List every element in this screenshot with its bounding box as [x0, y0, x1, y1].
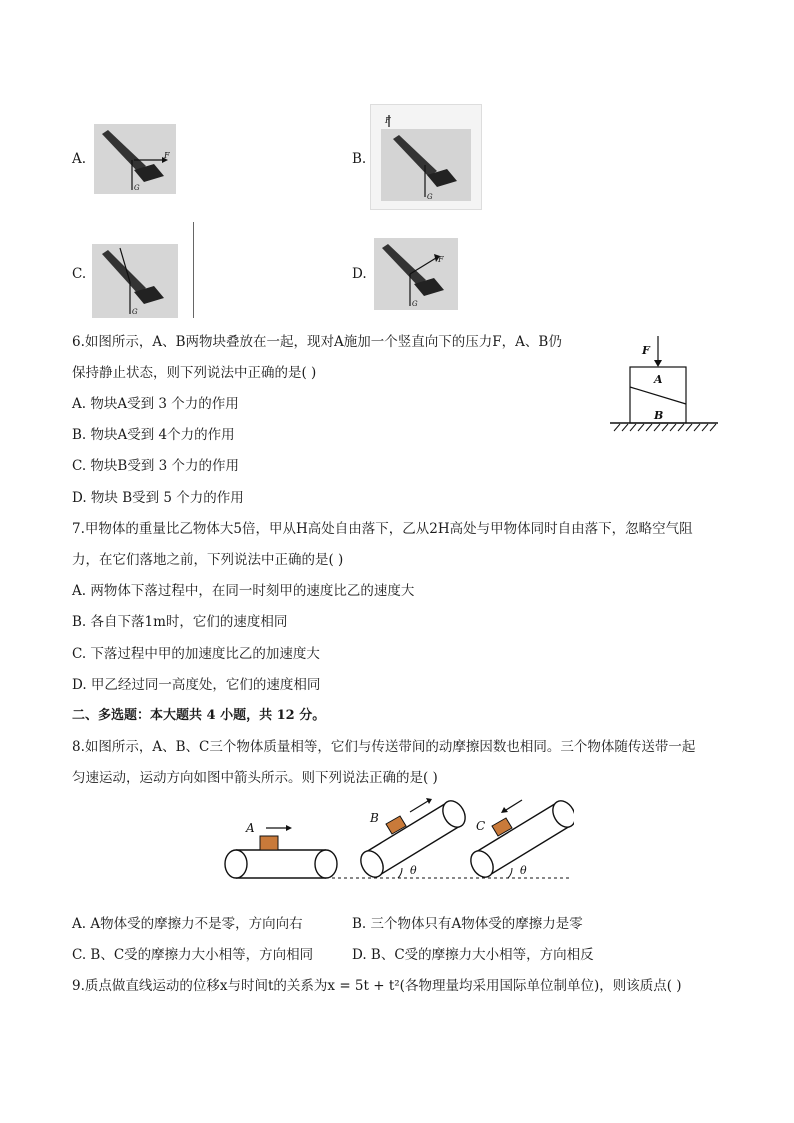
- q7-option-c: C. 下落过程中甲的加速度比乙的加速度大: [72, 646, 320, 662]
- q8-conveyor-diagram: [222, 796, 574, 888]
- q5-option-c-image: [92, 244, 178, 318]
- conveyor-incline-b: [356, 797, 469, 881]
- conveyor-horizontal: [225, 821, 337, 878]
- q7-option-a: A. 两物体下落过程中，在同一时刻甲的速度比乙的速度大: [72, 583, 415, 599]
- q8-fig-label-b: B: [370, 811, 379, 825]
- q5-option-a-label: A.: [72, 151, 87, 167]
- q8-stem-line1: 8.如图所示，A、B、C三个物体质量相等，它们与传送带间的动摩擦因数也相同。三个物体随传送带一起: [72, 739, 696, 755]
- q5-b-force-g: G: [427, 193, 433, 201]
- q5-d-force-f: F: [438, 255, 444, 264]
- q6-fig-force-f: F: [642, 344, 650, 357]
- section-heading-multiple-choice: 二、多选题：本大题共 4 小题，共 12 分。: [72, 708, 326, 723]
- q6-fig-block-a: A: [654, 373, 663, 386]
- q8-option-d: D. B、C受的摩擦力大小相等，方向相反: [352, 947, 594, 963]
- q8-fig-label-c: C: [476, 819, 486, 833]
- q5-option-c-label: C.: [72, 266, 87, 282]
- q5-d-force-g: G: [412, 300, 418, 308]
- q8-fig-label-a: A: [246, 821, 255, 835]
- q7-stem-line2: 力，在它们落地之前，下列说法中正确的是( ): [72, 552, 344, 568]
- q6-option-d: D. 物块 B受到 5 个力的作用: [72, 490, 244, 506]
- image-border-line: [193, 222, 194, 318]
- q5-option-a-image: [94, 124, 176, 194]
- q5-option-d-label: D.: [352, 266, 367, 282]
- q7-option-b: B. 各自下落1m时，它们的速度相同: [72, 614, 288, 630]
- q6-option-a: A. 物块A受到 3 个力的作用: [72, 396, 239, 412]
- q5-a-force-f: F: [164, 151, 170, 160]
- q7-option-d: D. 甲乙经过同一高度处，它们的速度相同: [72, 677, 321, 693]
- q8-option-b: B. 三个物体只有A物体受的摩擦力是零: [352, 916, 583, 932]
- q6-stem-line2: 保持静止状态，则下列说法中正确的是( ): [72, 365, 317, 381]
- q8-option-a: A. A物体受的摩擦力不是零，方向向右: [72, 916, 303, 932]
- q8-option-c: C. B、C受的摩擦力大小相等，方向相同: [72, 947, 314, 963]
- q5-b-force-f: F: [385, 116, 391, 125]
- q6-fig-block-b: B: [654, 409, 664, 422]
- conveyor-incline-c: [466, 797, 574, 881]
- q6-option-c: C. 物块B受到 3 个力的作用: [72, 458, 240, 474]
- q7-stem-line1: 7.甲物体的重量比乙物体大5倍，甲从H高处自由落下，乙从2H高处与甲物体同时自由落下，忽略空气阻: [72, 521, 693, 537]
- q5-option-b-label: B.: [352, 151, 367, 167]
- q6-stem-line1: 6.如图所示，A、B两物块叠放在一起，现对A施加一个竖直向下的压力F，A、B仍: [72, 334, 562, 350]
- q5-option-d-image: [374, 238, 458, 310]
- q8-fig-theta-b: θ: [410, 864, 417, 877]
- q8-fig-theta-c: θ: [520, 864, 527, 877]
- q6-option-b: B. 物块A受到 4个力的作用: [72, 427, 235, 443]
- q5-option-b-image: [370, 104, 482, 210]
- q8-stem-line2: 匀速运动，运动方向如图中箭头所示。则下列说法正确的是( ): [72, 770, 438, 786]
- q9-stem: 9.质点做直线运动的位移x与时间t的关系为x = 5t + t²(各物理量均采用国际单位制单位)，则该质点( ): [72, 978, 682, 994]
- q5-a-force-g: G: [134, 184, 140, 192]
- q6-block-diagram: [606, 332, 722, 436]
- q5-c-force-g: G: [132, 308, 138, 316]
